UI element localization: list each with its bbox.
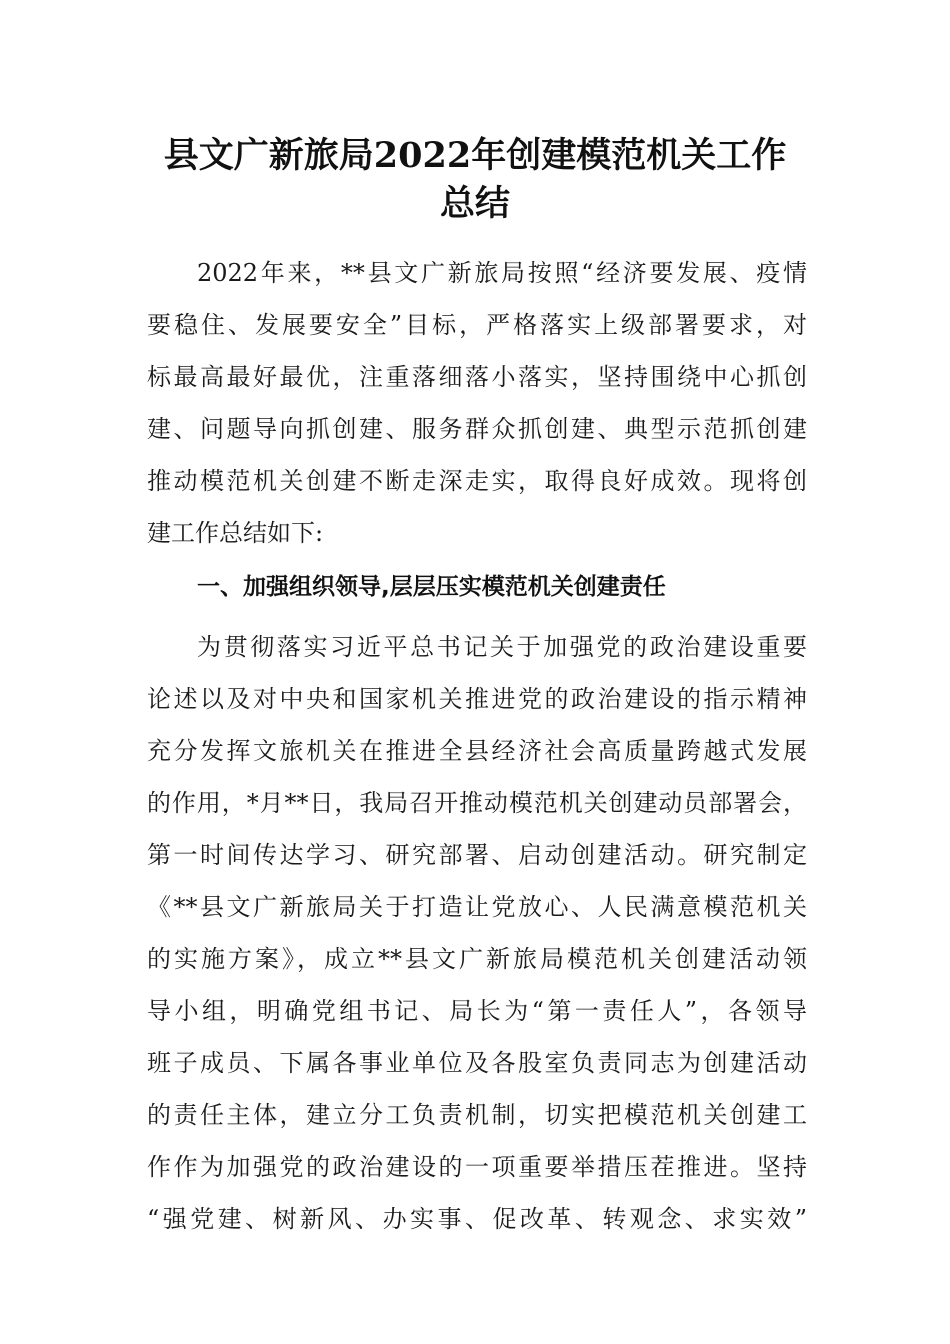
intro-paragraph-line: 推动模范机关创建不断走深走实，取得良好成效。现将创 xyxy=(147,467,807,495)
intro-paragraph-line: 要稳住、发展要安全”目标，严格落实上级部署要求，对 xyxy=(147,311,807,339)
document-title-line-2: 总结 xyxy=(439,183,510,224)
intro-paragraph-line: 建、问题导向抓创建、服务群众抓创建、典型示范抓创建 xyxy=(147,415,807,443)
intro-paragraph-line: 标最高最好最优，注重落细落小落实，坚持围绕中心抓创 xyxy=(147,363,807,391)
section-1-paragraph-line: 作作为加强党的政治建设的一项重要举措压茬推进。坚持 xyxy=(147,1153,807,1181)
section-1-paragraph-line: 第一时间传达学习、研究部署、启动创建活动。研究制定 xyxy=(147,841,807,869)
section-1-paragraph-line: 的作用，*月**日，我局召开推动模范机关创建动员部署会， xyxy=(147,789,807,817)
section-1-paragraph-line: “强党建、树新风、办实事、促改革、转观念、求实效” xyxy=(147,1205,807,1233)
section-1-paragraph-line: 充分发挥文旅机关在推进全县经济社会高质量跨越式发展 xyxy=(147,737,807,765)
intro-paragraph-line: 2022年来，**县文广新旅局按照“经济要发展、疫情 xyxy=(197,259,807,287)
intro-paragraph-line: 建工作总结如下: xyxy=(147,519,324,547)
section-1-paragraph-line: 的责任主体，建立分工负责机制，切实把模范机关创建工 xyxy=(147,1101,807,1129)
section-1-paragraph-line: 论述以及对中央和国家机关推进党的政治建设的指示精神 xyxy=(147,685,807,713)
section-1-heading: 一、加强组织领导,层层压实模范机关创建责任 xyxy=(197,574,666,600)
section-1-paragraph-line: 《**县文广新旅局关于打造让党放心、人民满意模范机关 xyxy=(147,893,807,921)
section-1-paragraph-line: 班子成员、下属各事业单位及各股室负责同志为创建活动 xyxy=(147,1049,807,1077)
section-1-paragraph-line: 导小组，明确党组书记、局长为“第一责任人”，各领导 xyxy=(147,997,807,1025)
section-1-paragraph-line: 为贯彻落实习近平总书记关于加强党的政治建设重要 xyxy=(197,633,807,661)
section-1-paragraph-line: 的实施方案》，成立**县文广新旅局模范机关创建活动领 xyxy=(147,945,807,973)
document-title-line-1: 县文广新旅局2022年创建模范机关工作 xyxy=(163,135,787,176)
